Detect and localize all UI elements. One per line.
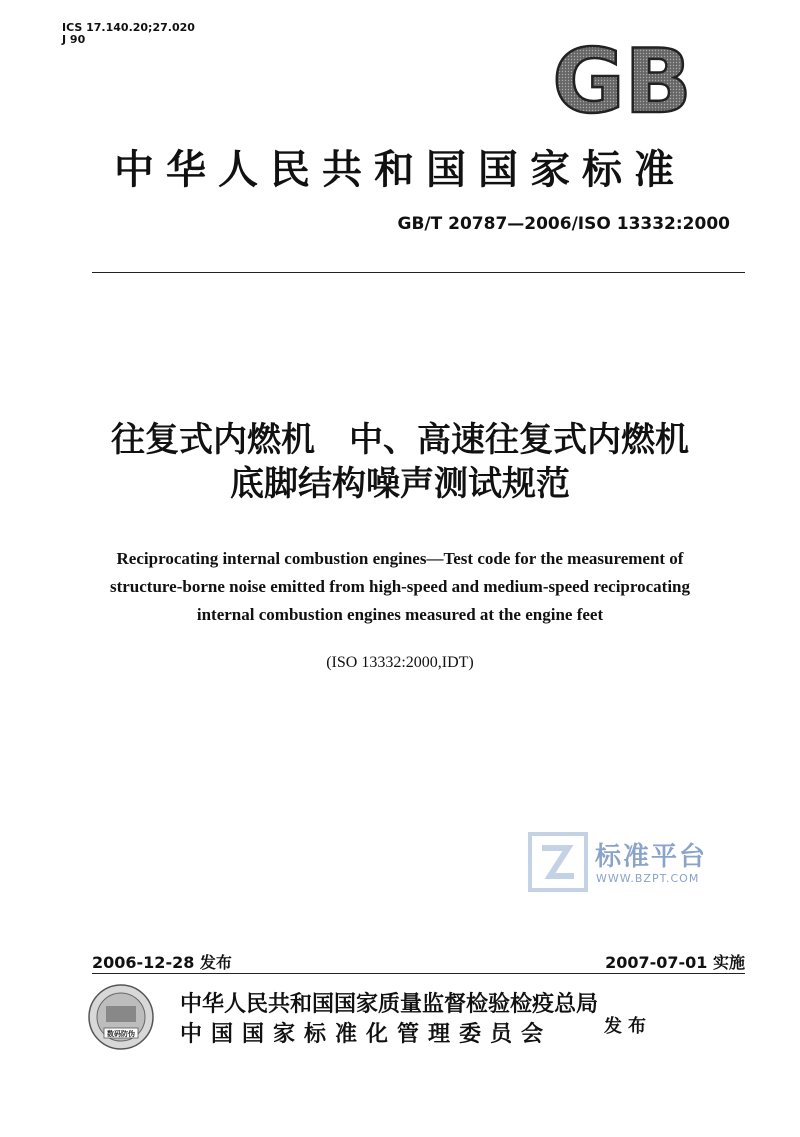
watermark-icon <box>528 832 588 892</box>
anti-counterfeit-seal-icon <box>86 982 156 1052</box>
issuer-sac: 中国国家标准化管理委员会 <box>180 1022 553 1047</box>
gb-logo-text: GB <box>552 40 692 120</box>
english-title-line-2: structure-borne noise emitted from high-speed and medium-speed reciprocating <box>109 577 690 596</box>
national-standard-title: 中华人民共和国国家标准 <box>114 147 686 193</box>
watermark-text: 标准平台 <box>595 842 708 872</box>
publish-label: 发布 <box>604 1016 652 1037</box>
watermark-url: WWW.BZPT.COM <box>596 872 700 885</box>
classification-codes <box>62 22 195 46</box>
ccs-code: J 90 <box>62 33 86 46</box>
bottom-divider <box>92 973 745 974</box>
chinese-title-line-1: 往复式内燃机 中、高速往复式内燃机 <box>111 420 689 460</box>
issuer-aqsiq: 中华人民共和国国家质量监督检验检疫总局 <box>180 992 599 1017</box>
seal-caption: 数码防伪 <box>107 1030 135 1038</box>
top-divider <box>92 272 745 273</box>
iso-reference: (ISO 13332:2000,IDT) <box>326 654 474 671</box>
issuing-authorities <box>180 990 598 1050</box>
english-title <box>0 545 800 629</box>
chinese-title-line-2: 底脚结构噪声测试规范 <box>230 464 570 504</box>
english-title-line-3: internal combustion engines measured at the engine feet <box>196 605 604 624</box>
chinese-title <box>0 418 800 506</box>
implementation-date: 2007-07-01 实施 <box>605 953 745 972</box>
english-title-line-1: Reciprocating internal combustion engines—Test code for the measurement of <box>116 549 684 568</box>
standard-number: GB/T 20787—2006/ISO 13332:2000 <box>397 214 730 234</box>
issue-date: 2006-12-28 发布 <box>92 953 232 972</box>
ics-code: ICS 17.140.20;27.020 <box>62 21 195 34</box>
gb-logo <box>540 40 705 120</box>
